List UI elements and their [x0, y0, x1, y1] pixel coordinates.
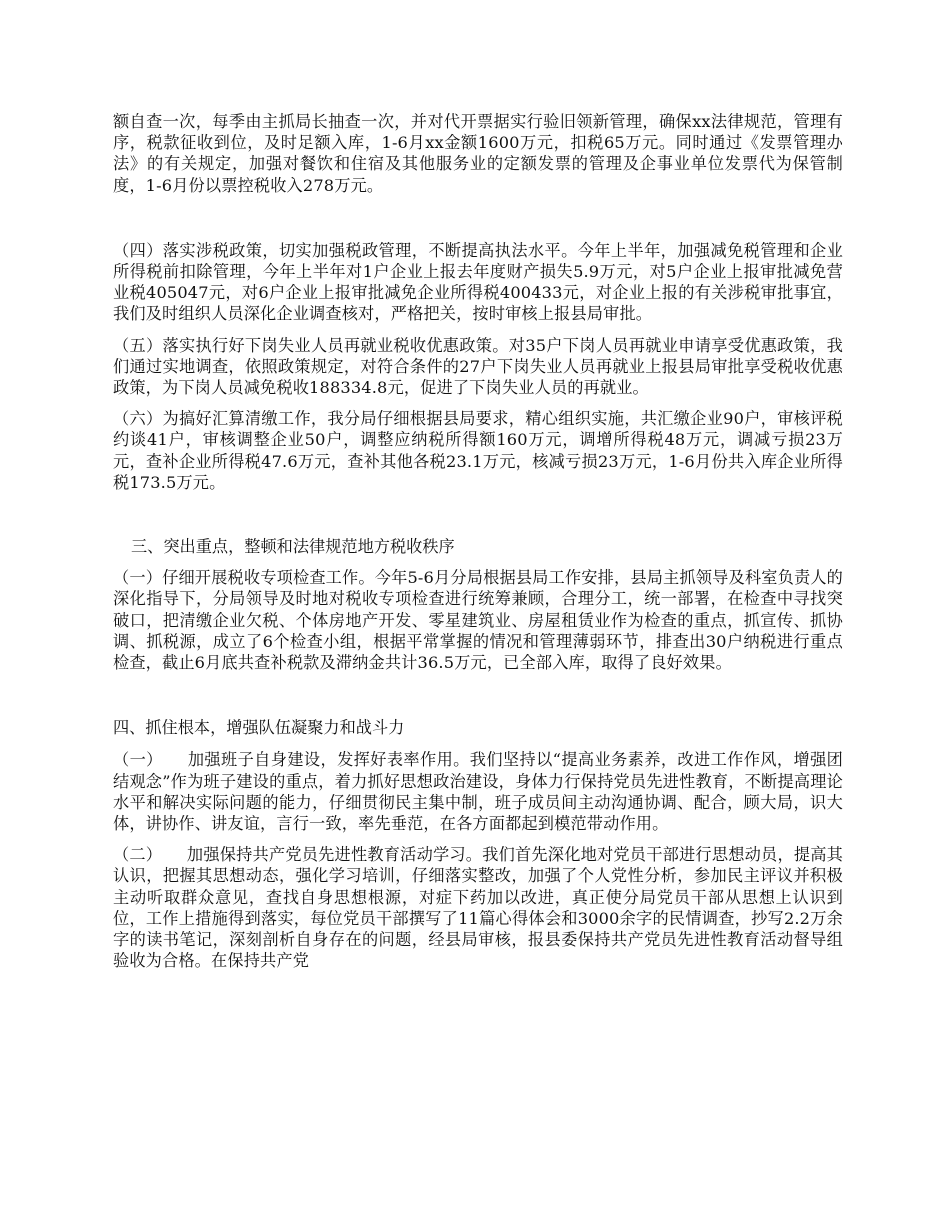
paragraph-special-inspection: （一）仔细开展税收专项检查工作。今年5-6月分局根据县局工作安排，县局主抓领导及科室负责人的深化指导下，分局领导及时地对税收专项检查进行统筹兼顾，合理分工，统一部署，在检查中寻找突破口，把清缴企业欠税、个体房地产开发、零星建筑业、房屋租赁业作为检查的重点，抓宣传、抓协调、抓税源，成立了6个检查小组，根据平常掌握的情况和管理薄弱环节，排查出30户纳税进行重点检查，截止6月底共查补税款及滞纳金共计36.5万元，已全部入库，取得了良好效果。	[113, 568, 843, 673]
paragraph-tax-policy: （四）落实涉税政策，切实加强税政管理，不断提高执法水平。今年上半年，加强减免税管理和企业所得税前扣除管理，今年上半年对1户企业上报去年度财产损失5.9万元，对5户企业上报审批减免营业税405047元，对6户企业上报审批减免企业所得税400433元，对企业上报的有关涉税审批事宜，我们及时组织人员深化企业调查核对，严格把关，按时审核上报县局审批。	[113, 240, 843, 324]
paragraph-team-building: （一） 加强班子自身建设，发挥好表率作用。我们坚持以“提高业务素养，改进工作作风，增强团结观念”作为班子建设的重点，着力抓好思想政治建设，身体力行保持党员先进性教育，不断提高理论水平和解决实际问题的能力，仔细贯彻民主集中制，班子成员间主动沟通协调、配合，顾大局，识大体，讲协作、讲友谊，言行一致，率先垂范，在各方面都起到模范带动作用。	[113, 750, 843, 834]
section-heading-3: 三、突出重点，整顿和法律规范地方税收秩序	[131, 537, 455, 557]
paragraph-settlement-work: （六）为搞好汇算清缴工作，我分局仔细根据县局要求，精心组织实施，共汇缴企业90户，审核评税约谈41户，审核调整企业50户，调整应纳税所得额160万元，调增所得税48万元，调减亏损23万元，查补企业所得税47.6万元，查补其他各税23.1万元，核减亏损23万元，1-6月份共入库企业所得税173.5万元。	[113, 409, 843, 492]
paragraph-party-education: （二） 加强保持共产党员先进性教育活动学习。我们首先深化地对党员干部进行思想动员，提高其认识，把握其思想动态，强化学习培训，仔细落实整改，加强了个人党性分析，参加民主评议并积极主动听取群众意见，查找自身思想根源，对症下药加以改进，真正使分局党员干部从思想上认识到位，工作上措施得到落实，每位党员干部撰写了11篇心得体会和3000余字的民情调查，抄写2.2万余字的读书笔记，深刻剖析自身存在的问题，经县局审核，报县委保持共产党员先进性教育活动督导组验收为合格。在保持共产党	[113, 845, 843, 971]
section-heading-4: 四、抓住根本，增强队伍凝聚力和战斗力	[113, 718, 405, 738]
paragraph-invoice-management: 额自查一次，每季由主抓局长抽查一次，并对代开票据实行验旧领新管理，确保xx法律规范，管理有序，税款征收到位，及时足额入库，1-6月xx金额1600万元，扣税65万元。同时通过《发票管理办法》的有关规定，加强对餐饮和住宿及其他服务业的定额发票的管理及企事业单位发票代为保管制度，1-6月份以票控税收入278万元。	[113, 112, 843, 195]
document-body	[113, 111, 843, 972]
paragraph-reemployment-tax: （五）落实执行好下岗失业人员再就业税收优惠政策。对35户下岗人员再就业申请享受优惠政策，我们通过实地调查，依照政策规定，对符合条件的27户下岗失业人员再就业上报县局审批享受税收优惠政策，为下岗人员减免税收188334.8元，促进了下岗失业人员的再就业。	[113, 335, 843, 398]
